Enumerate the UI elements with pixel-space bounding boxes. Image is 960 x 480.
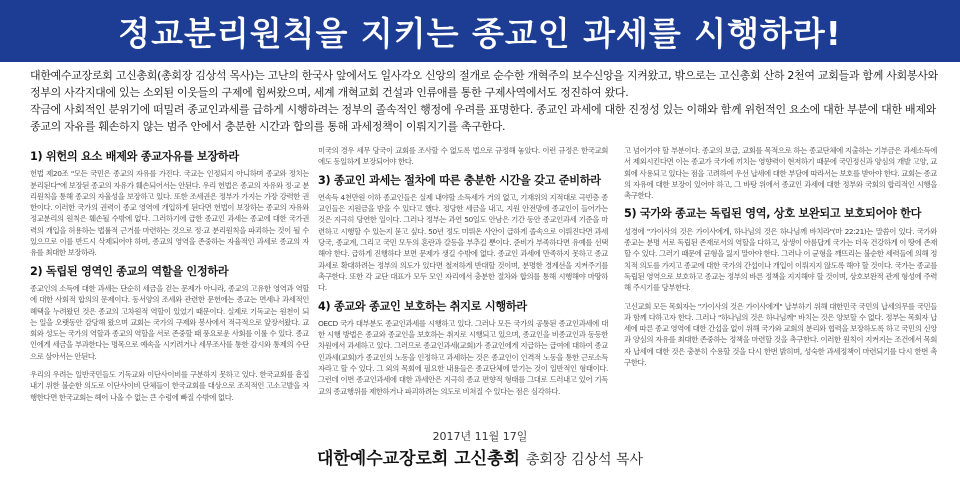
section-5-heading: 5) 국가와 종교는 독립된 영역, 상호 보완되고 보호되어야 한다 [624, 207, 922, 221]
intro-paragraph-2: 작금에 사회적인 분위기에 떠밀려 종교인과세를 급하게 시행하려는 정부의 졸속적인 행정에 우려를 표명한다. 종교인 과세에 대한 진정성 있는 이해와 함께 위헌적인 요소에 대한 부분에 대한 배제와 종교의 자유를 훼손하지 않는 범주 안에서 충분한 시간과 합의를 통해 과세정책이 이뤄지기를 촉구한다. [30, 103, 936, 133]
section-1-body: 헌법 제20조 "모든 국민은 종교의 자유를 가진다. 국교는 인정되지 아니하며 종교와 정치는 분리된다"에 보장된 종교의 자유가 훼손되어서는 안된다. 우리 헌법은 종교의 자유와 정·교 분리원칙을 통해 종교의 자율성을 보장하고 있다. 또한 조세권은 정부가 가지는 가장 강력한 권한이다. 이러한 국가의 권력이 종교 영역에 개입하게 된다면 헌법이 보장하는 종교의 자유와 정교분리의 원칙은 훼손될 수밖에 없다. 그러하기에 급한 종교인 과세는 종교에 대한 국가권력의 개입을 허용하는 법률적 근거를 마련하는 것으로 정·교 분리원칙을 파괴하는 것이 될 수 있으므로 이를 반드시 삭제되어야 하며, 종교의 영역을 존중하는 자율적인 과세로 종교의 자유를 최대한 보장하라. [30, 169, 309, 258]
section-5-body-2: 고신교회 모든 목회자는 "가이사의 것은 가이사에게" 납부하기 위해 대한민국 국민의 납세의무를 국민들과 함께 다하고자 한다. 그러나 "하나님의 것은 하나님께" 바치는 것은 양보할 수 없다. 정부는 목회자 납세에 따른 종교 영역에 대한 간섭을 없이 위해 국가와 교회의 분리와 협력을 보장하도록 하고 국민의 신앙과 양심의 자유를 최대한 존중하는 정책을 마련할 것을 촉구한다. 이러한 원칙이 지켜지는 조건에서 목회자 납세에 대한 것은 충분히 수용할 것을 다시 한번 밝히며, 성숙한 과세정책이 마련되기를 다시 한번 촉구한다. [624, 301, 937, 368]
section-1-heading: 1) 위헌의 요소 배제와 종교자유를 보장하라 [30, 150, 239, 163]
headline-banner [0, 0, 960, 62]
column-middle [318, 145, 608, 435]
headline-title: 정교분리원칙을 지키는 종교인 과세를 시행하라! [118, 13, 842, 53]
section-2-continued: 미국의 경우 세무 당국이 교회를 조사할 수 없도록 법으로 규정해 놓았다. 이런 규정은 한국교회에도 동일하게 보장되어야 한다. [318, 146, 608, 167]
statement-date: 2017년 11월 17일 [432, 430, 528, 443]
section-2-body-2: 우리의 우려는 일반국민들도 기독교와 이단사이비를 구분하지 못하고 있다. 한국교회를 흠집 내기 위한 불순한 의도로 이단사이비 단체들이 한국교회를 대상으로 조직적인 고소고발을 자행한다면 한국교회는 헤어 나올 수 없는 큰 수렁에 빠질 수밖에 없다. [30, 370, 309, 402]
column-left [30, 145, 309, 435]
section-5-body-1: 성경에 "가이사의 것은 가이사에게, 하나님의 것은 하나님께 바치라"(마 22:21)는 말씀이 있다. 국가와 종교는 분명 서로 독립된 존재로서의 역할을 다하고, 상생이 아름답게 국가는 더욱 건강하게 이 땅에 존재할 수 있다. 그러기 때문에 균형을 잃지 말아야 한다. 그러나 이 균형을 깨뜨리는 불순한 세력들에 의해 정치적 의도를 가지고 종교에 대한 국가의 간섭이나 개입이 이뤄지지 않도록 해야 할 것이다. 국가는 종교를 독립된 영역으로 보호하고 종교는 정부의 바른 정책을 지지해야 할 것이며, 상호보완적 관계 형성에 주력해 주시기를 당부한다. [624, 226, 937, 293]
section-2-body-1: 종교인의 소득에 대한 과세는 단순히 세금을 걷는 문제가 아니라, 종교의 고유한 영역과 역할에 대한 사회적 합의의 문제이다. 동서양의 조세와 관련한 문헌에는 종교는 면세나 과세적인 혜택을 누려왔던 것은 종교의 고차원적 역할이 있었기 때문이다. 실제로 기독교는 원천이 되는 일을 오랫동안 감당해 왔으며 교회는 국가의 구제와 봉사에서 적극적으로 앞장서왔다. 교회와 성도는 국가의 역할과 종교의 역할을 서로 존중할 때 풍요로운 사회를 이룰 수 있다. 종교인에게 세금을 부과한다는 명목으로 예속을 시키려거나 세무조사를 통한 감시와 통제의 수단으로 삼아서는 안된다. [30, 283, 309, 361]
column-right [624, 145, 937, 435]
intro-paragraph-1: 대한예수교장로회 고신총회(총회장 김상석 목사)는 고난의 한국사 앞에서도 일사각오 신앙의 절개로 순수한 개혁주의 보수신앙을 지켜왔고, 밖으로는 고신총회 산하 2천여 교회들과 함께 사회봉사와 정부의 사각지대에 있는 소외된 이웃들의 구제에 힘써왔으며, 세계 개혁교회 건설과 인류애를 통한 구제사역에서도 정진하여 왔다. [30, 69, 938, 99]
section-4-heading: 4) 종교와 종교인 보호하는 취지로 시행하라 [318, 299, 527, 313]
signature-organization: 대한예수교장로회 고신총회 [316, 449, 520, 469]
section-2-heading: 2) 독립된 영역인 종교의 역할을 인정하라 [30, 264, 229, 278]
section-3-body: 연속득 4천만원 이하 종교인들은 실제 내야할 소득세가 거의 없고, 기재위의 지적대로 극빈층 종교인들은 지원금을 받을 수 있다고 했다. 정당한 세금을 내고, 지원 안전망에 종교인이 들어가는 것은 지극히 당연한 일이다. 그러나 정부는 과연 50일도 안남은 기간 동안 종교인과세 기준을 마련하고 시행할 수 있는지 묻고 싶다. 50년 정도 미뤄온 사안이 급하게 졸속으로 이뤄진다면 과세당국, 종교계, 그리고 국민 모두의 혼란과 갈등을 부추길 뿐이다. 준비가 부족하다면 유예를 선택해야 한다. 급하게 진행하다 보면 문제가 생길 수밖에 없다. 종교인 과세에 만족하지 못하고 종교과세로 확대하려는 정부의 의도가 있다면 철저하게 반대할 것이며, 분명한 경계선을 지켜주기를 촉구한다. 또한 각 교단 대표가 모두 모인 자리에서 충분한 절차와 합의를 통해 시행해야 마땅하다. [318, 192, 608, 293]
signature-person: 총회장 김상석 목사 [525, 452, 644, 468]
signature-line [0, 444, 960, 469]
intro-statement [30, 68, 938, 136]
section-3-heading: 3) 종교인 과세는 절차에 따른 충분한 시간을 갖고 준비하라 [318, 173, 601, 187]
section-4-continued: 고 넘어가야 할 부분이다. 종교의 보급, 교회를 목적으로 하는 종교단체에 지출하는 기부금은 과세소득에서 제외시킨다면 이는 종교가 국가에 끼치는 영향력이 현저하기 때문에 국민정신과 양심의 개발 고양, 교회에 사용되고 있다는 점을 고려하여 우선 납세에 대한 부담에 따라서는 보호를 받아야 한다. 교회는 종교의 자유에 대한 보장이 있어야 하고, 그 바탕 위에서 종교인 과세에 대한 정부와 국회의 합리적인 시행을 촉구한다. [624, 146, 937, 201]
section-4-body: OECD 국가 대부분도 종교인과세를 시행하고 있다. 그러나 모든 국가의 공통된 종교인과세에 대한 시행 방법은 종교와 종교인을 보호하는 취지로 시행되고 있으며, 종교인을 비종교인과 동등한 차원에서 과세하고 있다. 그러므로 종교인과세(교회)가 종교인에게 지급하는 급여에 대하여 종교인과세(교회)가 종교인의 노동을 인정하고 과세하는 것은 종교인이 인격적 노동을 통한 근로소득자라고 할 수 있다. 그 외의 목회에 필요한 내용들은 종교단체에 맡기는 것이 일반적인 형태이다. 그런데 이번 종교인과세에 대한 과세안은 지극히 종교 편향적 형태를 그대로 드러내고 있어 기독교의 종교행위를 제한하거나 파괴하려는 의도로 비쳐질 수 있다는 점은 심각하다. [318, 318, 608, 396]
